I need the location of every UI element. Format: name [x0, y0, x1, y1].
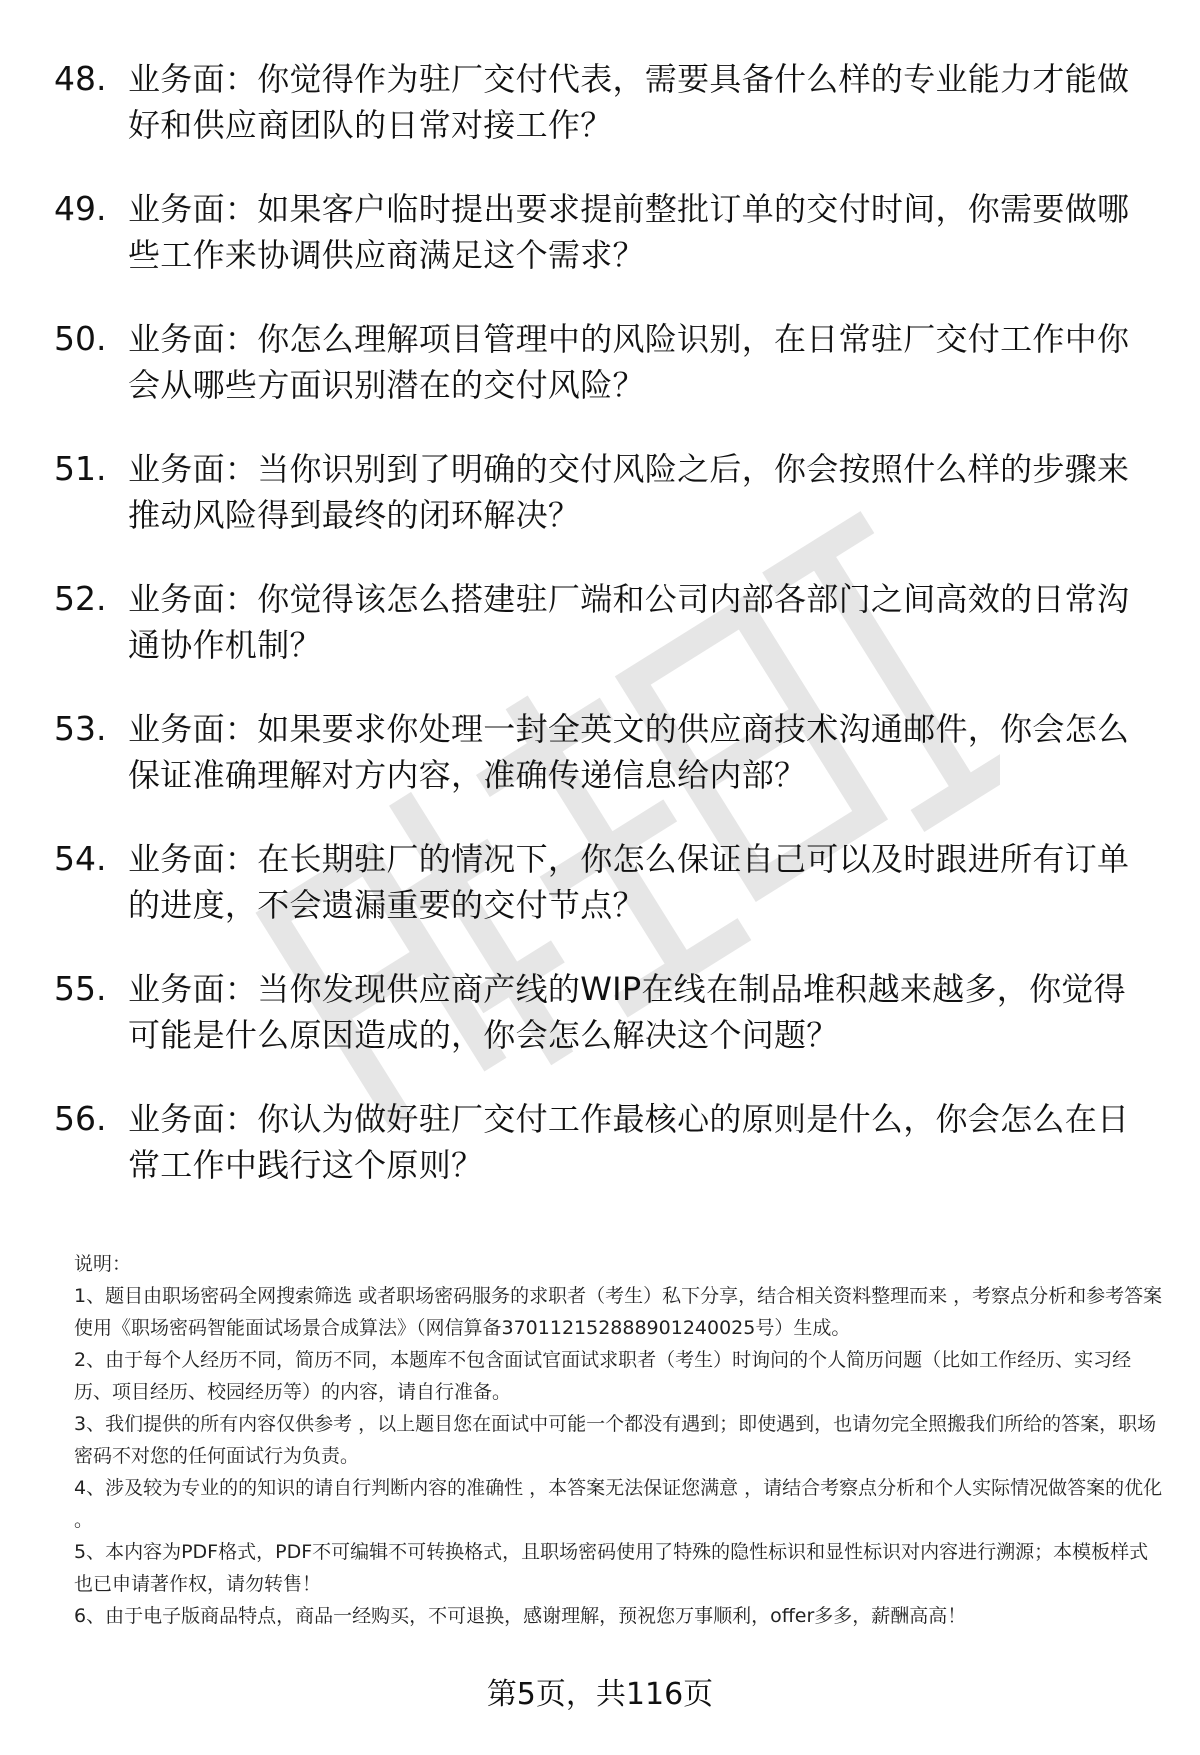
question-item — [0, 56, 1200, 186]
question-text: 业务面：你觉得作为驻厂交付代表，需要具备什么样的专业能力才能做好和供应商团队的日常对接工作？ — [128, 60, 1130, 144]
notes-section — [74, 1248, 1164, 1632]
question-item — [0, 186, 1200, 316]
note-item: 3、我们提供的所有内容仅供参考 ，以上题目您在面试中可能一个都没有遇到；即使遇到，也请勿完全照搬我们所给的答案，职场密码不对您的任何面试行为负责。 — [74, 1413, 1157, 1467]
question-number: 51. — [54, 449, 107, 488]
question-number: 49. — [54, 189, 107, 228]
question-item — [0, 446, 1200, 576]
note-item: 1、题目由职场密码全网搜索筛选 或者职场密码服务的求职者（考生）私下分享，结合相关资料整理而来 ，考察点分析和参考答案使用《职场密码智能面试场景合成算法》（网信算备370112152888901240025号）生成。 — [74, 1285, 1163, 1339]
note-item: 5、本内容为PDF格式，PDF不可编辑不可转换格式，且职场密码使用了特殊的隐性标识和显性标识对内容进行溯源；本模板样式也已申请著作权，请勿转售！ — [74, 1541, 1149, 1595]
question-number: 52. — [54, 579, 107, 618]
question-item — [0, 576, 1200, 706]
question-text: 业务面：你怎么理解项目管理中的风险识别，在日常驻厂交付工作中你会从哪些方面识别潜在的交付风险？ — [128, 320, 1130, 404]
question-item — [0, 706, 1200, 836]
question-number: 50. — [54, 319, 107, 358]
question-text: 业务面：在长期驻厂的情况下，你怎么保证自己可以及时跟进所有订单的进度，不会遗漏重要的交付节点？ — [128, 840, 1130, 924]
question-number: 48. — [54, 59, 107, 98]
question-item — [0, 966, 1200, 1096]
question-number: 55. — [54, 969, 107, 1008]
question-text: 业务面：你认为做好驻厂交付工作最核心的原则是什么，你会怎么在日常工作中践行这个原则？ — [128, 1100, 1130, 1184]
question-item — [0, 316, 1200, 446]
note-item: 6、由于电子版商品特点，商品一经购买，不可退换，感谢理解，预祝您万事顺利，offer多多，薪酬高高！ — [74, 1605, 967, 1627]
note-item: 4、涉及较为专业的的知识的请自行判断内容的准确性 ，本答案无法保证您满意 ，请结合考察点分析和个人实际情况做答案的优化 。 — [74, 1477, 1163, 1531]
note-item: 2、由于每个人经历不同，简历不同，本题库不包含面试官面试求职者（考生）时询问的个人简历问题（比如工作经历、实习经历、项目经历、校园经历等）的内容，请自行准备。 — [74, 1349, 1132, 1403]
question-item — [0, 1096, 1200, 1226]
question-number: 54. — [54, 839, 107, 878]
question-item — [0, 836, 1200, 966]
question-text: 业务面：你觉得该怎么搭建驻厂端和公司内部各部门之间高效的日常沟通协作机制？ — [128, 580, 1130, 664]
question-number: 56. — [54, 1099, 107, 1138]
question-text: 业务面：如果客户临时提出要求提前整批订单的交付时间，你需要做哪些工作来协调供应商满足这个需求？ — [128, 190, 1130, 274]
question-text: 业务面：当你发现供应商产线的WIP在线在制品堆积越来越多，你觉得可能是什么原因造成的，你会怎么解决这个问题？ — [128, 970, 1126, 1054]
question-text: 业务面：当你识别到了明确的交付风险之后，你会按照什么样的步骤来推动风险得到最终的闭环解决？ — [128, 450, 1130, 534]
question-text: 业务面：如果要求你处理一封全英文的供应商技术沟通邮件，你会怎么保证准确理解对方内容，准确传递信息给内部？ — [128, 710, 1130, 794]
question-list — [0, 56, 1200, 1226]
page-indicator: 第5页，共116页 — [486, 1677, 714, 1712]
question-number: 53. — [54, 709, 107, 748]
notes-title: 说明： — [74, 1253, 132, 1275]
